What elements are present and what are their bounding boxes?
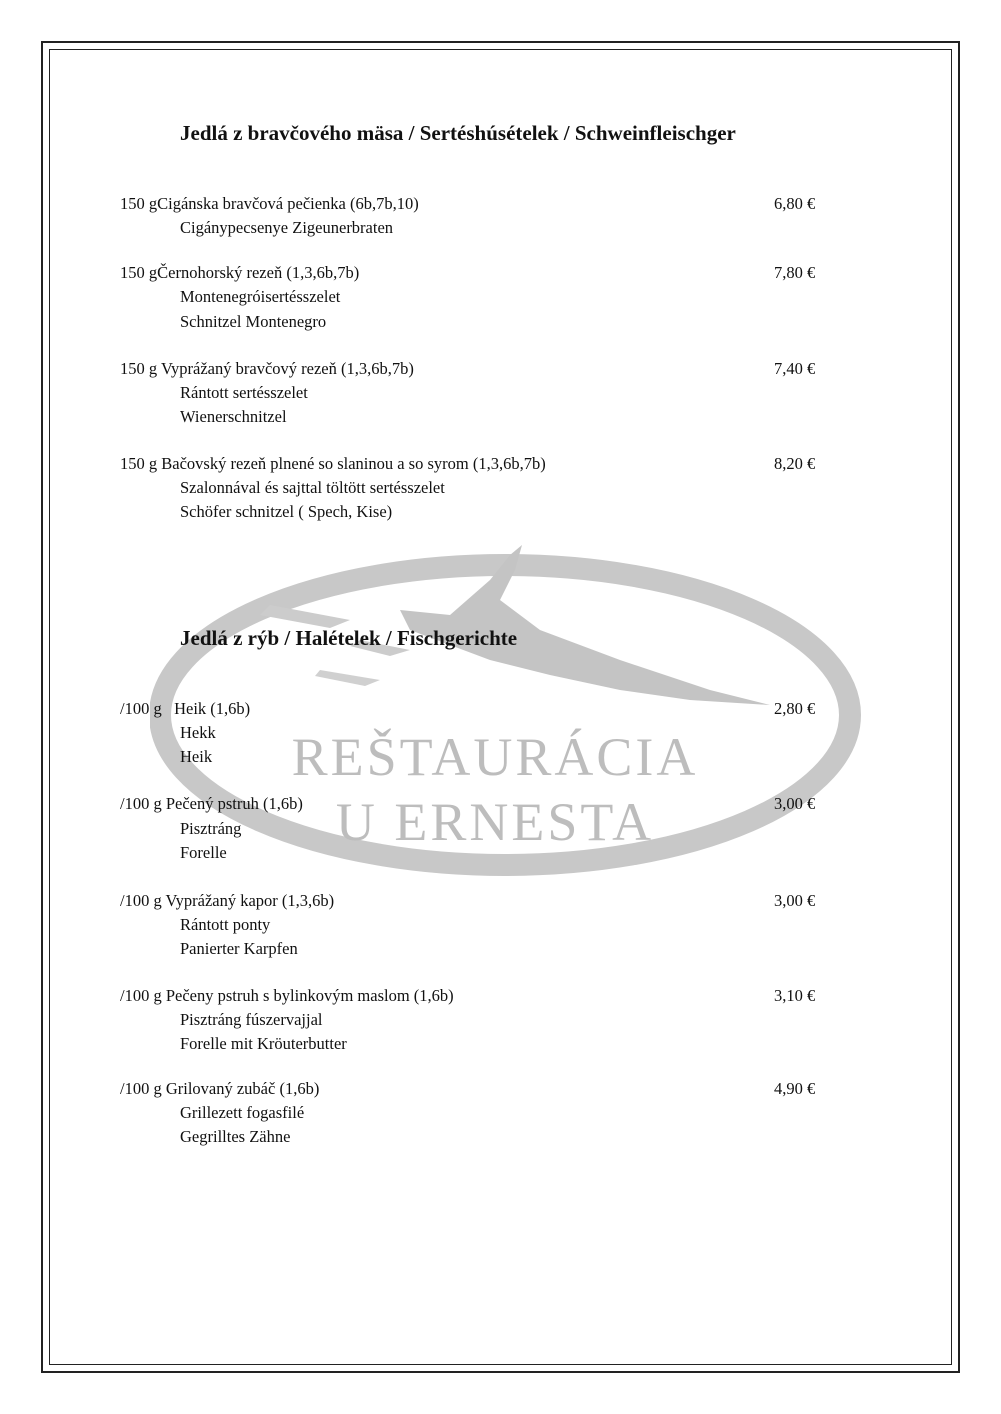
menu-item-price: 3,10 € (774, 986, 816, 1005)
restaurant-watermark-logo (150, 540, 870, 900)
menu-item-translation: Forelle (180, 843, 227, 862)
menu-item-name: /100 g Heik (1,6b) (120, 699, 251, 718)
menu-item-name: /100 g Pečeny pstruh s bylinkovým maslom (1,6b) (120, 986, 454, 1005)
menu-item-price: 4,90 € (774, 1079, 816, 1098)
menu-item-price: 3,00 € (774, 794, 816, 813)
menu-item-translation: Schöfer schnitzel ( Spech, Kise) (180, 502, 393, 521)
menu-item-translation: Rántott ponty (180, 915, 271, 934)
menu-item-translation: Pisztráng (180, 819, 242, 838)
menu-item-translation: Gegrilltes Zähne (180, 1127, 291, 1146)
menu-item-name: /100 g Pečený pstruh (1,6b) (120, 794, 303, 813)
menu-item-price: 7,40 € (774, 359, 816, 378)
menu-item-translation: Panierter Karpfen (180, 939, 298, 958)
menu-item-price: 8,20 € (774, 454, 816, 473)
menu-item-translation: Rántott sertésszelet (180, 383, 308, 402)
menu-item-translation: Schnitzel Montenegro (180, 312, 327, 331)
menu-item-price: 2,80 € (774, 699, 816, 718)
menu-item-name: 150 g Bačovský rezeň plnené so slaninou a so syrom (1,3,6b,7b) (120, 454, 546, 473)
water-wave-icon (260, 605, 350, 628)
menu-item-translation: Forelle mit Kröuterbutter (180, 1034, 347, 1053)
watermark-line1: REŠTAURÁCIA (291, 727, 699, 787)
menu-item-translation: Cigánypecsenye Zigeunerbraten (180, 218, 394, 237)
fish-section-title: Jedlá z rýb / Halételek / Fischgerichte (180, 626, 518, 650)
menu-item-translation: Hekk (180, 723, 216, 742)
menu-item-translation: Wienerschnitzel (180, 407, 287, 426)
menu-item-price: 6,80 € (774, 194, 816, 213)
menu-item-translation: Pisztráng fúszervajjal (180, 1010, 323, 1029)
water-wave-icon (315, 670, 380, 686)
watermark-line2: U ERNESTA (335, 792, 655, 852)
menu-item-translation: Montenegróisertésszelet (180, 287, 341, 306)
menu-item-translation: Grillezett fogasfilé (180, 1103, 305, 1122)
menu-item-name: 150 g Vyprážaný bravčový rezeň (1,3,6b,7b) (120, 359, 414, 378)
menu-item-price: 7,80 € (774, 263, 816, 282)
menu-item-translation: Szalonnával és sajttal töltött sertésszelet (180, 478, 445, 497)
menu-item-name: /100 g Vyprážaný kapor (1,3,6b) (120, 891, 335, 910)
menu-item-name: 150 gČernohorský rezeň (1,3,6b,7b) (120, 263, 360, 282)
menu-item-price: 3,00 € (774, 891, 816, 910)
pork-section-title: Jedlá z bravčového mäsa / Sertéshúsételek / Schweinfleischger (180, 121, 736, 145)
menu-item-name: 150 gCigánska bravčová pečienka (6b,7b,10) (120, 194, 419, 213)
menu-item-translation: Heik (180, 747, 213, 766)
menu-item-name: /100 g Grilovaný zubáč (1,6b) (120, 1079, 320, 1098)
